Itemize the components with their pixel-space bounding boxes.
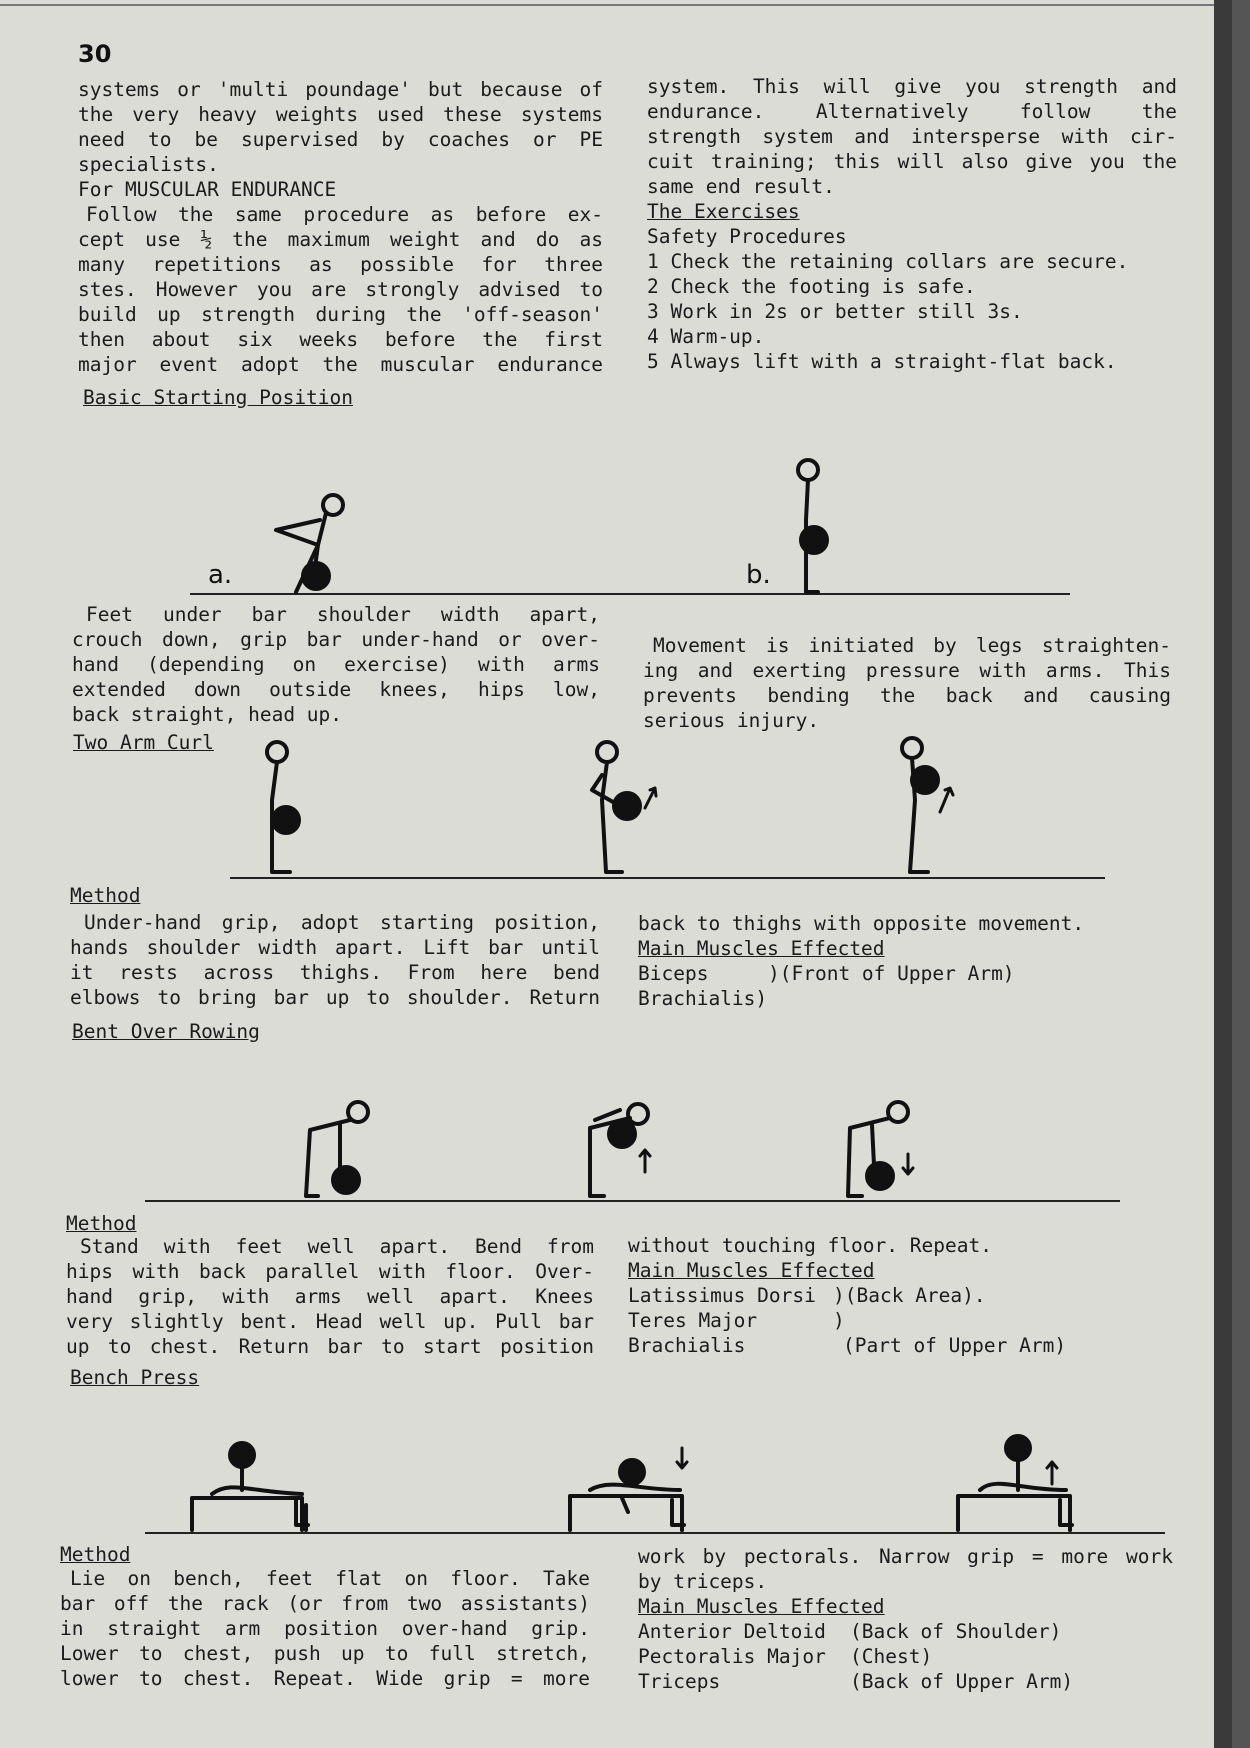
muscle-bracket: ): [833, 1284, 845, 1307]
figure-stand-lift: [798, 460, 827, 592]
intro-line: need to be supervised by coaches or PE: [78, 128, 603, 151]
basic-line: extended down outside knees, hips low,: [72, 678, 600, 701]
bench-line: Lower to chest, push up to full stretch,: [60, 1642, 590, 1665]
bench-muscles-heading: Main Muscles Effected: [638, 1595, 885, 1618]
safety-item: 1 Check the retaining collars are secure.: [647, 250, 1129, 273]
curl-method-heading: Method: [70, 884, 141, 907]
figure-row-pull: [590, 1104, 650, 1196]
intro-right-line: cuit training; this will also give you the: [647, 150, 1177, 173]
rowing-muscles-heading: Main Muscles Effected: [628, 1259, 875, 1282]
muscle-area: (Front of Upper Arm): [779, 962, 1015, 985]
curl-muscles-heading: Main Muscles Effected: [638, 937, 885, 960]
rowing-right-line: without touching floor. Repeat.: [628, 1234, 992, 1257]
muscle-name: Latissimus Dorsi: [628, 1284, 816, 1307]
muscle-area: Chest): [861, 1645, 933, 1668]
basic-line: hand (depending on exercise) with arms: [72, 653, 600, 676]
basic-right-line: serious injury.: [643, 709, 820, 732]
muscle-name: Anterior Deltoid: [638, 1620, 826, 1643]
rowing-line: hand grip, with arms well apart. Knees: [66, 1285, 594, 1308]
page-number: 30: [78, 40, 112, 68]
endurance-line: many repetitions as possible for three: [78, 253, 603, 276]
muscle-area: Back of Shoulder): [861, 1620, 1062, 1643]
bench-method-heading: Method: [60, 1543, 131, 1566]
scan-edge-shadow: [1214, 0, 1232, 1748]
muscle-bracket: (: [850, 1620, 862, 1643]
muscle-area: (Part of Upper Arm): [843, 1334, 1067, 1357]
curl-line: it rests across thighs. From here bend: [70, 961, 600, 984]
muscle-name: Biceps: [638, 962, 709, 985]
endurance-line: cept use ½ the maximum weight and do as: [78, 228, 603, 251]
basic-position-heading: Basic Starting Position: [83, 386, 354, 409]
figure-curl-start: [267, 742, 299, 872]
rowing-line: hips with back parallel with floor. Over-: [66, 1260, 594, 1283]
intro-right-line: endurance. Alternatively follow the: [647, 100, 1177, 123]
muscle-bracket: ): [755, 987, 768, 1010]
figure-bench-start: [192, 1443, 308, 1530]
bench-right-line: by triceps.: [638, 1570, 768, 1593]
muscle-name: Teres Major: [628, 1309, 758, 1332]
exercises-heading: The Exercises: [647, 200, 800, 223]
intro-right-line: same end result.: [647, 175, 835, 198]
bench-press-heading: Bench Press: [70, 1366, 200, 1389]
intro-line: specialists.: [78, 153, 219, 176]
rowing-line: very slightly bent. Head well up. Pull bar: [66, 1310, 594, 1333]
figure-curl-mid: [592, 742, 656, 872]
safety-item: 4 Warm-up.: [647, 325, 765, 348]
basic-right-line: prevents bending the back and causing: [643, 684, 1171, 707]
bench-line: Lie on bench, feet flat on floor. Take: [70, 1567, 590, 1590]
rowing-method-heading: Method: [66, 1212, 137, 1235]
figure-row-return: [848, 1102, 913, 1196]
safety-item: 2 Check the footing is safe.: [647, 275, 976, 298]
bent-over-rowing-heading: Bent Over Rowing: [72, 1020, 260, 1043]
muscle-bracket: (: [850, 1670, 862, 1693]
curl-line: elbows to bring bar up to shoulder. Return: [70, 986, 600, 1009]
endurance-line: build up strength during the 'off-season': [78, 303, 603, 326]
figure-row-start: [306, 1102, 368, 1196]
endurance-line: stes. However you are strongly advised to: [78, 278, 603, 301]
muscle-bracket: ): [768, 962, 780, 985]
bench-line: in straight arm position over-hand grip.: [60, 1617, 590, 1640]
endurance-line: then about six weeks before the first: [78, 328, 603, 351]
muscle-name: Brachialis: [638, 987, 756, 1010]
muscle-area: (Back Area).: [844, 1284, 986, 1307]
endurance-line: Follow the same procedure as before ex-: [86, 203, 603, 226]
safety-item: 3 Work in 2s or better still 3s.: [647, 300, 1023, 323]
intro-line: systems or 'multi poundage' but because of: [78, 78, 603, 101]
intro-right-line: strength system and intersperse with cir-: [647, 125, 1177, 148]
rowing-line: Stand with feet well apart. Bend from: [80, 1235, 594, 1258]
figure-curl-top: [902, 738, 953, 872]
muscle-name: Brachialis: [628, 1334, 746, 1357]
muscle-bracket: (: [850, 1645, 862, 1668]
basic-line: back straight, head up.: [72, 703, 343, 726]
basic-line: crouch down, grip bar under-hand or over-: [72, 628, 600, 651]
intro-line: the very heavy weights used these systems: [78, 103, 603, 126]
endurance-heading: For MUSCULAR ENDURANCE: [78, 178, 337, 201]
figure-bench-up: [958, 1436, 1072, 1530]
muscle-bracket: ): [833, 1309, 845, 1332]
safety-heading: Safety Procedures: [647, 225, 847, 248]
curl-line: hands shoulder width apart. Lift bar until: [70, 936, 600, 959]
figure-label-a: a.: [208, 560, 233, 590]
basic-line: Feet under bar shoulder width apart,: [86, 603, 600, 626]
curl-right-line: back to thighs with opposite movement.: [638, 912, 1085, 935]
muscle-area: Back of Upper Arm): [861, 1670, 1074, 1693]
rowing-line: up to chest. Return bar to start position: [66, 1335, 594, 1358]
bench-right-line: work by pectorals. Narrow grip = more work: [638, 1545, 1173, 1568]
basic-right-line: ing and exerting pressure with arms. This: [643, 659, 1171, 682]
bench-line: lower to chest. Repeat. Wide grip = more: [60, 1667, 590, 1690]
bench-line: bar off the rack (or from two assistants): [60, 1592, 590, 1615]
endurance-line: major event adopt the muscular endurance: [78, 353, 603, 376]
two-arm-curl-heading: Two Arm Curl: [73, 731, 214, 754]
intro-right-line: system. This will give you strength and: [647, 75, 1177, 98]
curl-line: Under-hand grip, adopt starting position,: [84, 911, 600, 934]
muscle-name: Triceps: [638, 1670, 721, 1693]
figure-crouch-start: [276, 495, 343, 592]
safety-item: 5 Always lift with a straight-flat back.: [647, 350, 1117, 373]
figure-label-b: b.: [746, 560, 771, 590]
basic-right-line: Movement is initiated by legs straighten-: [653, 634, 1171, 657]
muscle-name: Pectoralis Major: [638, 1645, 826, 1668]
figure-bench-lower: [570, 1448, 687, 1530]
